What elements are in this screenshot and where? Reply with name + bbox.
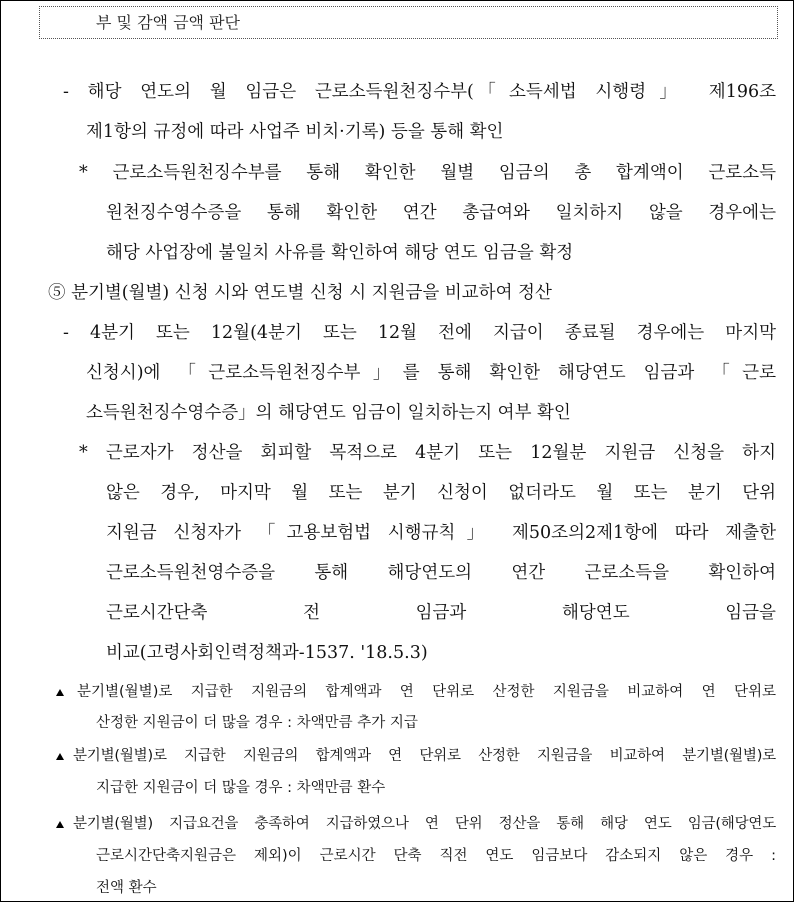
triangle-bullet-icon <box>56 689 64 696</box>
body-line-11: 않은 경우, 마지막 월 또는 분기 신청이 없더라도 월 또는 분기 단위 <box>106 483 776 503</box>
body-line-3: * 근로소득원천징수부를 통해 확인한 월별 임금의 총 합계액이 근로소득 <box>79 163 776 183</box>
body-line-14-word: 해당연도 <box>561 603 630 623</box>
bullet-3-line-3: 전액 환수 <box>96 880 157 896</box>
body-line-9: 소득원천징수영수증」의 해당연도 임금이 일치하는지 여부 확인 <box>86 403 571 423</box>
body-line-14-word: 임금과 <box>415 603 467 623</box>
triangle-bullet-icon <box>56 821 64 828</box>
bullet-1-line-1: 분기별(월별)로 지급한 지원금의 합계액과 연 단위로 산정한 지원금을 비교하여 연 단위로 <box>77 684 776 700</box>
bullet-3-line-1: 분기별(월별) 지급요건을 충족하여 지급하였으나 연 단위 정산을 통해 해당 연도 임금(해당연도 <box>73 816 776 832</box>
bullet-3-line-2: 근로시간단축지원금은 제외)이 근로시간 단축 직전 연도 임금보다 감소되지 않은 경우 : <box>96 848 776 864</box>
body-line-5: 해당 사업장에 불일치 사유를 확인하여 해당 연도 임금을 확정 <box>106 243 574 263</box>
body-line-14-word: 전 <box>303 603 320 623</box>
body-line-12: 지원금 신청자가 「고용보험법 시행규칙」 제50조의2제1항에 따라 제출한 <box>106 523 776 543</box>
body-line-14-words <box>106 601 776 625</box>
body-line-14-text: 근로시간단축 <box>106 603 208 623</box>
body-line-15: 비교(고령사회인력정책과-1537. '18.5.3) <box>106 643 428 663</box>
section-header-title: 부 및 감액 금액 판단 <box>96 13 240 32</box>
bullet-2-line-2: 지급한 지원금이 더 많을 경우 : 차액만큼 환수 <box>96 780 386 796</box>
body-line-1: - 해당 연도의 월 임금은 근로소득원천징수부(「소득세법 시행령」 제196조 <box>63 82 776 102</box>
bullet-1-line-2: 산정한 지원금이 더 많을 경우 : 차액만큼 추가 지급 <box>96 715 418 731</box>
body-line-7: - 4분기 또는 12월(4분기 또는 12월 전에 지급이 종료될 경우에는 마지막 <box>63 323 776 343</box>
section-heading-5: ⑤ 분기별(월별) 신청 시와 연도별 신청 시 지원금을 비교하여 정산 <box>48 283 552 303</box>
triangle-bullet-icon <box>56 753 64 760</box>
bullet-2-line-1: 분기별(월별)로 지급한 지원금의 합계액과 연 단위로 산정한 지원금을 비교하여 분기별(월별)로 <box>73 748 776 764</box>
body-line-8: 신청시)에 「근로소득원천징수부」를 통해 확인한 해당연도 임금과 「근로 <box>86 363 776 383</box>
body-line-2: 제1항의 규정에 따라 사업주 비치·기록) 등을 통해 확인 <box>86 122 504 142</box>
body-line-10: * 근로자가 정산을 회피할 목적으로 4분기 또는 12월분 지원금 신청을 하지 <box>79 443 776 463</box>
body-line-4: 원천징수영수증을 통해 확인한 연간 총급여와 일치하지 않을 경우에는 <box>106 203 776 223</box>
body-line-14-word: 임금을 <box>725 603 776 623</box>
body-line-14 <box>106 601 776 625</box>
body-line-13: 근로소득원천영수증을 통해 해당연도의 연간 근로소득을 확인하여 <box>106 563 776 583</box>
section-header <box>39 6 778 39</box>
